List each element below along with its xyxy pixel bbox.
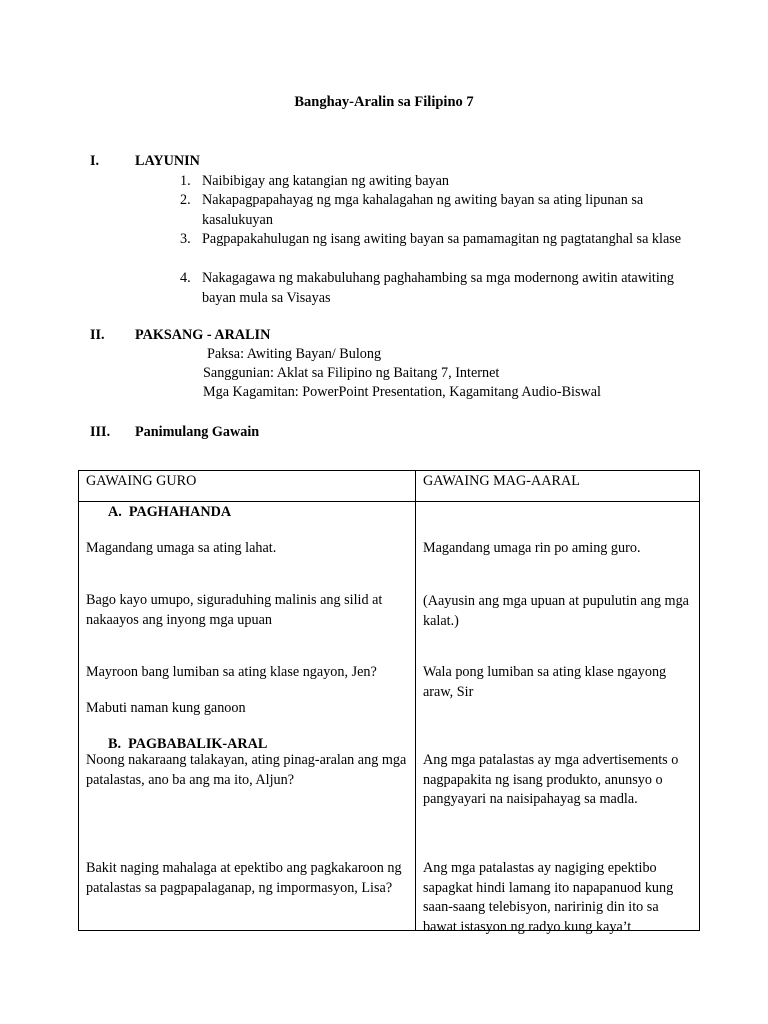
objective-number: 4. [180, 270, 191, 286]
table-row [79, 502, 700, 931]
objective-text: Naibibigay ang katangian ng awiting bayan [202, 173, 450, 189]
objective-number: 1. [180, 173, 191, 189]
teacher-activity-cell [79, 502, 416, 931]
student-line: (Aayusin ang mga upuan at pupulutin ang mga kalat.) [423, 593, 689, 629]
header-gawaing-guro: GAWAING GURO [79, 471, 416, 502]
objective-text: Pagpapakahulugan ng isang awiting bayan sa pamamagitan ng pagtatanghal sa klase [202, 231, 682, 247]
header-gawaing-mag-aaral: GAWAING MAG-AARAL [416, 471, 700, 502]
document-title: Banghay-Aralin sa Filipino 7 [294, 94, 474, 110]
section-number-paksa: II. [90, 327, 105, 343]
teacher-line: Mabuti naman kung ganoon [86, 700, 246, 716]
section-number-layunin: I. [90, 153, 100, 169]
teacher-line: Magandang umaga sa ating lahat. [86, 540, 277, 556]
objective-text: Nakagagawa ng makabuluhang paghahambing sa mga modernong awitin atawiting bayan mula sa Visayas [202, 270, 674, 306]
section-number-panimula: III. [90, 424, 111, 440]
objective-item [180, 191, 690, 230]
section-title-paksa: PAKSANG - ARALIN [135, 327, 271, 343]
student-activity-cell [416, 502, 700, 935]
section-title-layunin: LAYUNIN [135, 153, 200, 169]
objective-number: 3. [180, 231, 191, 247]
teacher-line: Noong nakaraang talakayan, ating pinag-aralan ang mga patalastas, ano ba ang ma ito, Aljun? [86, 752, 407, 788]
paksa-line: Paksa: Awiting Bayan/ Bulong [207, 346, 382, 362]
student-line: Ang mga patalastas ay nagiging epektibo sapagkat hindi lamang ito napapanuod kung saan-saang telebisyon, naririnig din ito sa bawat istasyon ng radyo kung kaya’t [423, 860, 674, 935]
teacher-line: Bakit naging mahalaga at epektibo ang pagkakaroon ng patalastas sa pagpapalaganap, ng impormasyon, Lisa? [86, 860, 402, 896]
section-title-panimula: Panimulang Gawain [135, 424, 260, 440]
teacher-line: Bago kayo umupo, siguraduhing malinis ang silid at nakaayos ang inyong mga upuan [86, 592, 383, 628]
student-line: Ang mga patalastas ay mga advertisements o nagpapakita ng isang produkto, anunsyo o pangyayari na naisipahayag sa madla. [423, 752, 679, 807]
objective-item [180, 269, 690, 308]
table-header-row [79, 471, 700, 502]
teacher-line: Mayroon bang lumiban sa ating klase ngayon, Jen? [86, 664, 377, 680]
subheading-pagbabalik-aral: B. PAGBABALIK-ARAL [108, 736, 268, 752]
student-line: Magandang umaga rin po aming guro. [423, 540, 641, 556]
subheading-paghahanda: A. PAGHAHANDA [108, 504, 232, 520]
objective-item [180, 172, 690, 192]
objective-number: 2. [180, 192, 191, 208]
objective-text: Nakapagpapahayag ng mga kahalagahan ng awiting bayan sa ating lipunan sa kasalukuyan [202, 192, 644, 228]
objective-item [180, 230, 690, 250]
student-line: Wala pong lumiban sa ating klase ngayong araw, Sir [423, 664, 667, 700]
kagamitan-line: Mga Kagamitan: PowerPoint Presentation, Kagamitang Audio-Biswal [203, 384, 601, 400]
lesson-activity-table [78, 470, 700, 935]
sanggunian-line: Sanggunian: Aklat sa Filipino ng Baitang 7, Internet [203, 365, 500, 381]
